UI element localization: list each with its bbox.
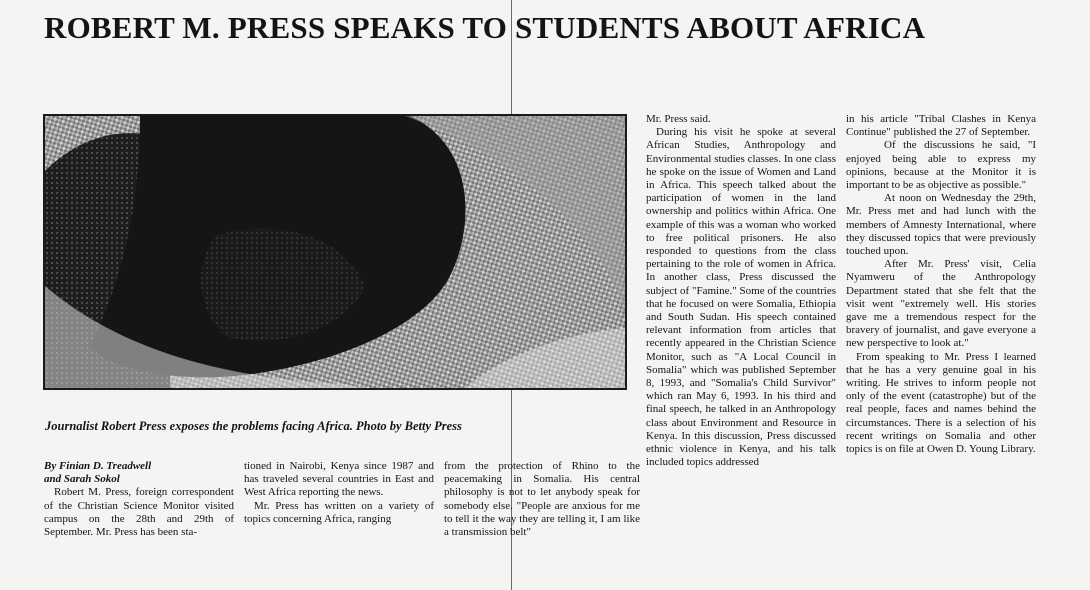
article-column-4 [646, 113, 836, 469]
paragraph: During his visit he spoke at several African Studies, Anthropology and Environmental studies classes. In one class he spoke on the issue of Women and Land in Africa. This speech talked about the participation of women in the land ownership and politics within Africa. One example of this was a woman who worked to free political prisoners. He also responded to questions from the class pertaining to the role of women in Africa. In another class, Press discussed the subject of "Famine." Some of the countries that he focused on were Somalia, Ethiopia and South Sudan. His speech contained relevant information from articles that recently appeared in the Christian Science Monitor, such as "A Local Council in Somalia" which was published September 8, 1993, and "Somalia's Child Survivor" which ran May 6, 1993. In his third and final speech, he talked in an Anthropology class about Environment and Resource in Kenya. In this discussion, Press discussed ethnic violence in Kenya, and his talk included topics addressed [646, 126, 836, 469]
paragraph: in his article "Tribal Clashes in Kenya Continue" published the 27 of September. [846, 113, 1036, 139]
paragraph: Mr. Press has written on a variety of topics concerning Africa, ranging [244, 499, 434, 525]
article-column-3 [444, 460, 640, 539]
paragraph: from the protection of Rhino to the peacemaking in Somalia. His central philosophy is not to let anybody speak for somebody else. "People are anxious for me to tell it the way they are telling it, I am like a transmission belt" [444, 460, 640, 539]
byline-author-2: and Sarah Sokol [44, 473, 120, 486]
paragraph: At noon on Wednesday the 29th, Mr. Press met and had lunch with the members of Amnesty International, where they discussed topics that were previously touched upon. [846, 192, 1036, 258]
byline-author-1: By Finian D. Treadwell [44, 460, 152, 472]
headline: ROBERT M. PRESS SPEAKS TO STUDENTS ABOUT AFRICA [44, 10, 926, 45]
paragraph: From speaking to Mr. Press I learned that he has a very genuine goal in his writing. He strives to inform people not only of the event (catastrophe) but of the real people, faces and names behind the circumstances. There is a selection of his recent writings on Somalia and other topics is on file at Owen D. Young Library. [846, 350, 1036, 456]
paragraph: Mr. Press said. [646, 113, 711, 125]
paragraph: After Mr. Press' visit, Celia Nyamweru of the Anthropology Department stated that she felt that the visit went "extremely well. His stories gave me a tremendous respect for the bravery of journalist, and gave everyone a new perspective to look at." [846, 258, 1036, 350]
paragraph: Of the discussions he said, "I enjoyed being able to express my opinions, because at the Monitor it is important to be as objective as possible." [846, 139, 1036, 192]
article-column-2 [244, 460, 434, 526]
article-column-5 [846, 113, 1036, 456]
article-photo [43, 114, 627, 390]
article-column-1 [44, 460, 234, 539]
paragraph: tioned in Nairobi, Kenya since 1987 and has traveled several countries in East and West Africa reporting the news. [244, 460, 434, 499]
paragraph: Robert M. Press, foreign correspondent of the Christian Science Monitor visited campus on the 28th and 29th of September. Mr. Press has been sta- [44, 486, 234, 539]
photo-caption: Journalist Robert Press exposes the problems facing Africa. Photo by Betty Press [45, 419, 462, 433]
